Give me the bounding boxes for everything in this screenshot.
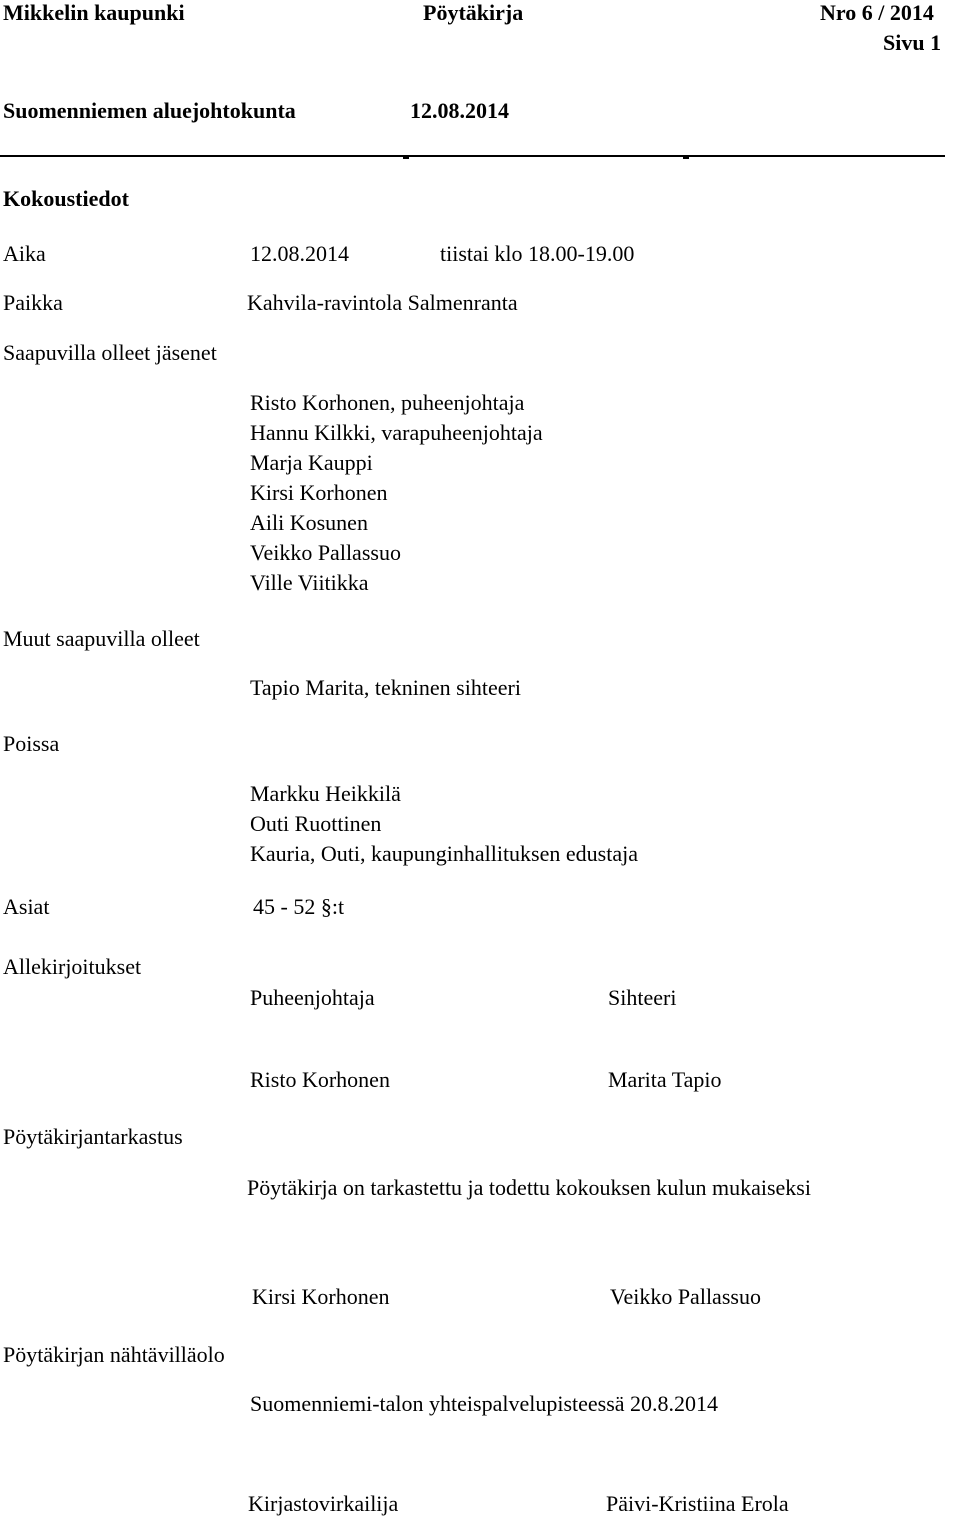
official-name: Päivi-Kristiina Erola — [606, 1491, 789, 1516]
absent-name: Kauria, Outi, kaupunginhallituksen edustaja — [250, 841, 638, 866]
document-number: Nro 6 / 2014 — [820, 0, 934, 25]
meeting-date: 12.08.2014 — [410, 98, 509, 123]
member-name: Veikko Pallassuo — [250, 540, 401, 565]
members-label: Saapuvilla olleet jäsenet — [3, 340, 217, 365]
absent-name: Outi Ruottinen — [250, 811, 382, 836]
city-name: Mikkelin kaupunki — [3, 0, 185, 25]
other-attendee: Tapio Marita, tekninen sihteeri — [250, 675, 521, 700]
time-date: 12.08.2014 — [250, 241, 349, 266]
member-name: Marja Kauppi — [250, 450, 373, 475]
display-location: Suomenniemi-talon yhteispalvelupisteessä 20.8.2014 — [250, 1391, 719, 1416]
member-name: Risto Korhonen, puheenjohtaja — [250, 390, 525, 415]
items-value: 45 - 52 §:t — [253, 894, 345, 919]
secretary-title: Sihteeri — [608, 985, 677, 1010]
others-label: Muut saapuvilla olleet — [3, 626, 200, 651]
secretary-name: Marita Tapio — [608, 1067, 722, 1092]
place-value: Kahvila-ravintola Salmenranta — [247, 290, 518, 315]
member-name: Ville Viitikka — [250, 570, 369, 595]
member-name: Hannu Kilkki, varapuheenjohtaja — [250, 420, 543, 445]
signatures-label: Allekirjoitukset — [3, 954, 142, 979]
absent-name: Markku Heikkilä — [250, 781, 401, 806]
chair-name: Risto Korhonen — [250, 1067, 390, 1092]
reviewer-name: Kirsi Korhonen — [252, 1284, 390, 1309]
items-label: Asiat — [3, 894, 50, 919]
chair-title: Puheenjohtaja — [250, 985, 375, 1010]
member-name: Kirsi Korhonen — [250, 480, 388, 505]
review-label: Pöytäkirjantarkastus — [3, 1124, 183, 1149]
committee-name: Suomenniemen aluejohtokunta — [3, 98, 296, 123]
header-divider — [0, 155, 945, 157]
absent-label: Poissa — [3, 731, 60, 756]
time-detail: tiistai klo 18.00-19.00 — [440, 241, 635, 266]
display-label: Pöytäkirjan nähtävilläolo — [3, 1342, 225, 1367]
time-label: Aika — [3, 241, 46, 266]
page-number: Sivu 1 — [883, 30, 942, 55]
reviewer-name: Veikko Pallassuo — [610, 1284, 761, 1309]
section-title: Kokoustiedot — [3, 186, 129, 211]
official-title: Kirjastovirkailija — [248, 1491, 399, 1516]
member-name: Aili Kosunen — [250, 510, 368, 535]
review-statement: Pöytäkirja on tarkastettu ja todettu kokouksen kulun mukaiseksi — [247, 1175, 811, 1200]
place-label: Paikka — [3, 290, 63, 315]
document-type: Pöytäkirja — [423, 0, 524, 25]
